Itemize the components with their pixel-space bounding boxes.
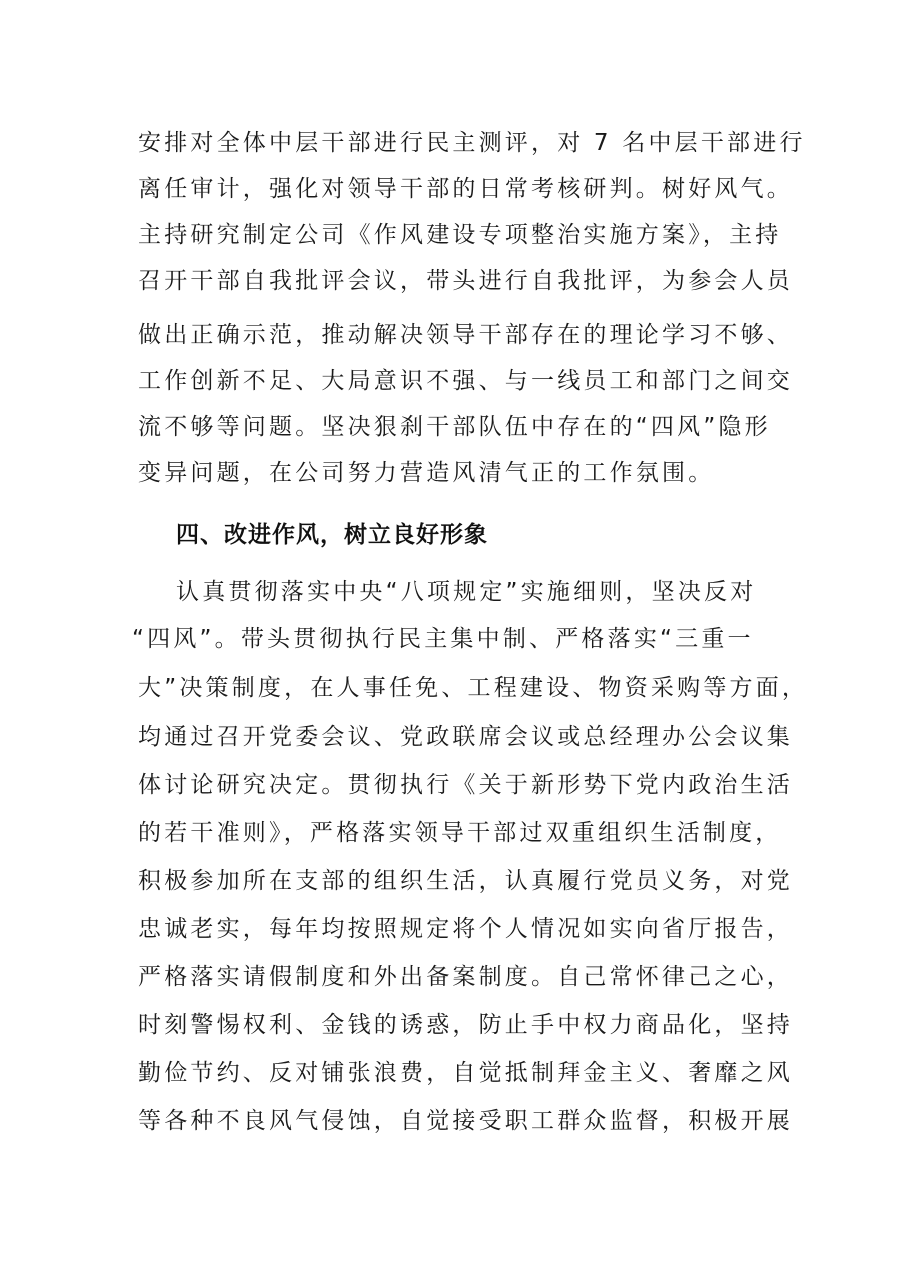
paragraph-2-line-7: 积极参加所在支部的组织生活，认真履行党员义务，对党 (138, 868, 793, 894)
paragraph-2-line-12: 等各种不良风气侵蚀，自觉接受职工群众监督，积极开展 (138, 1108, 793, 1134)
paragraph-2-line-11: 勤俭节约、反对铺张浪费，自觉抵制拜金主义、奢靡之风 (138, 1060, 793, 1086)
paragraph-2-line-6: 的若干准则》，严格落实领导干部过双重组织生活制度， (138, 820, 782, 846)
paragraph-2-line-9: 严格落实请假制度和外出备案制度。自己常怀律己之心， (138, 964, 793, 990)
paragraph-1-line-8: 变异问题，在公司努力营造风清气正的工作氛围。 (138, 460, 715, 486)
paragraph-1-line-6: 工作创新不足、大局意识不强、与一线员工和部门之间交 (138, 368, 793, 394)
paragraph-1-line-3: 主持研究制定公司《作风建设专项整治实施方案》，主持 (138, 222, 782, 248)
paragraph-1-line-7: 流不够等问题。坚决狠刹干部队伍中存在的“四风”隐形 (138, 414, 771, 440)
paragraph-1-line-5: 做出正确示范，推动解决领导干部存在的理论学习不够、 (138, 322, 793, 348)
paragraph-1-line-4: 召开干部自我批评会议，带头进行自我批评，为参会人员 (138, 268, 793, 294)
paragraph-2-line-10: 时刻警惕权利、金钱的诱惑，防止手中权力商品化，坚持 (138, 1012, 793, 1038)
paragraph-2-line-2: “四风”。带头贯彻执行民主集中制、严格落实“三重一 (132, 626, 754, 652)
paragraph-1-line-1: 安排对全体中层干部进行民主测评，对 7 名中层干部进行 (138, 130, 806, 156)
paragraph-1-line-2: 离任审计，强化对领导干部的日常考核研判。树好风气。 (138, 176, 793, 202)
paragraph-2-line-4: 均通过召开党委会议、党政联席会议或总经理办公会议集 (138, 724, 793, 750)
paragraph-2-line-1: 认真贯彻落实中央“八项规定”实施细则，坚决反对 (176, 579, 757, 605)
paragraph-2-line-8: 忠诚老实，每年均按照规定将个人情况如实向省厅报告， (138, 916, 793, 942)
paragraph-2-line-5: 体讨论研究决定。贯彻执行《关于新形势下党内政治生活 (138, 772, 793, 798)
paragraph-2-line-3: 大”决策制度，在人事任免、工程建设、物资采购等方面， (138, 675, 809, 701)
section-heading: 四、改进作风，树立良好形象 (176, 522, 488, 548)
